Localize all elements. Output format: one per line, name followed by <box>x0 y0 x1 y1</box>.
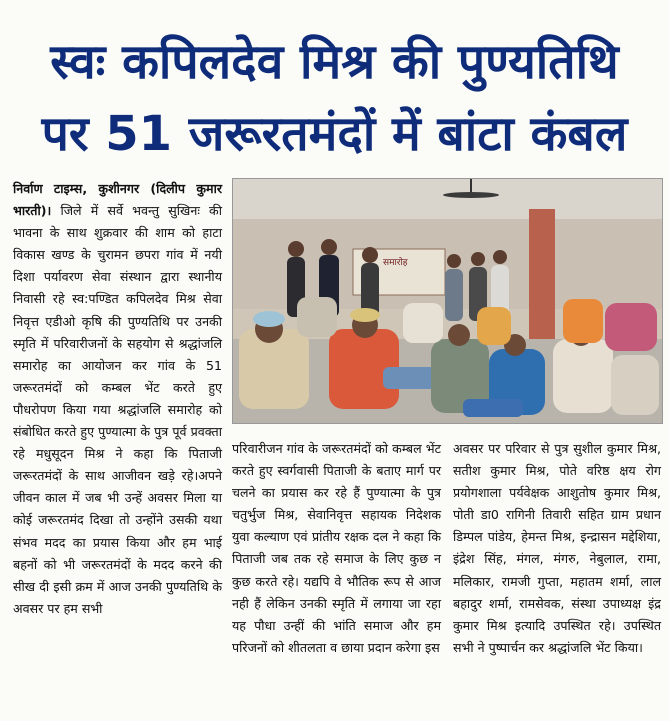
headline <box>0 26 669 170</box>
article-column-2 <box>232 438 441 659</box>
page-top-edge <box>0 0 669 4</box>
column-3-text: अवसर पर परिवार से पुत्र सुशील कुमार मिश्र, सतीश कुमार मिश्र, पोते वरिष्ठ क्षय रोग प्रयोगशाला पर्यवेक्षक आशुतोष कुमार मिश्र, पोती डा0 रागिनी तिवारी सहित ग्राम प्रधान डिम्पल पांडेय, हेमन्त मिश्र, इन्द्रासन मद्देशिया, इंद्रेश सिंह, मंगल, मंगरु, नेबुलाल, रामा, मलिकार, रामजी गुप्ता, महातम शर्मा, लाल बहादुर शर्मा, रामसेवक, संस्था उपाध्यक्ष इंद्र कुमार मिश्र इत्यादि उपस्थित रहे। उपस्थित सभी ने पुष्पार्चन कर श्रद्धांजलि भेंट किया। <box>453 441 661 655</box>
column-2-text: परिवारीजन गांव के जरूरतमंदों को कम्बल भेंट करते हुए स्वर्गवासी पिताजी के बताए मार्ग पर चलने का प्रयास कर रहे हैं पुण्यात्मा के पुत्र चतुर्भुज मिश्र, सेवानिवृत्त सहायक निदेशक युवा कल्याण एवं प्रांतीय रक्षक दल ने कहा कि पिताजी जब तक रहे समाज के लिए कुछ न कुछ करते रहे। यद्यपि वे भौतिक रूप से आज नही हैं लेकिन उनकी स्मृति में लगाया जा रहा यह पौधा उन्हीं की भांति समाज और हम परिजनों को शीतलता व छाया प्रदान करेगा इस <box>232 441 441 655</box>
headline-line-2: पर 51 जरूरतमंदों में बांटा कंबल <box>41 106 628 162</box>
article-column-3 <box>453 438 661 659</box>
banner-text: समारोह <box>383 258 408 268</box>
article-column-1 <box>13 178 222 620</box>
column-1-text: जिले में सर्वे भवन्तु सुखिनः की भावना के साथ शुक्रवार की शाम को हाटा विकास खण्ड के चुरामन छपरा गांव में नयी दिशा पर्यावरण सेवा संस्थान द्वारा स्थानीय निवासी रहे स्व:पण्डित कपिलदेव मिश्र सेवा निवृत्त एडीओ कृषि की पुण्यतिथि पर उनकी स्मृति में परिवारीजनों के सहयोग से श्रद्धांजलि समारोह का आयोजन कर गांव के 51 जरूरतमंदों को कम्बल भेंट करते हुए पौधरोपण किया गया श्रद्धांजलि समारोह को संबोधित करते हुए पुण्यात्मा के पुत्र पूर्व प्रवक्ता रहे मधुसूदन मिश्र ने कहा कि पिताजी जरूरतमंदों के साथ आजीवन खड़े रहे।अपने जीवन काल में जब भी उन्हें अवसर मिला या कोई जरूरतमंद दिखा तो उन्होंने उसकी यथा संभव मदद का प्रयास किया और हम भाई बहनों को भी जरूरतमंदों के मदद करने की सीख दी इसी क्रम में आज उनकी पुण्यतिथि के अवसर पर हम सभी <box>13 203 222 616</box>
headline-line-1: स्वः कपिलदेव मिश्र की पुण्यतिथि <box>50 34 619 90</box>
news-photo <box>232 178 663 424</box>
byline: निर्वाण टाइम्स, कुशीनगर (दिलीप कुमार भारती)। <box>13 181 222 219</box>
